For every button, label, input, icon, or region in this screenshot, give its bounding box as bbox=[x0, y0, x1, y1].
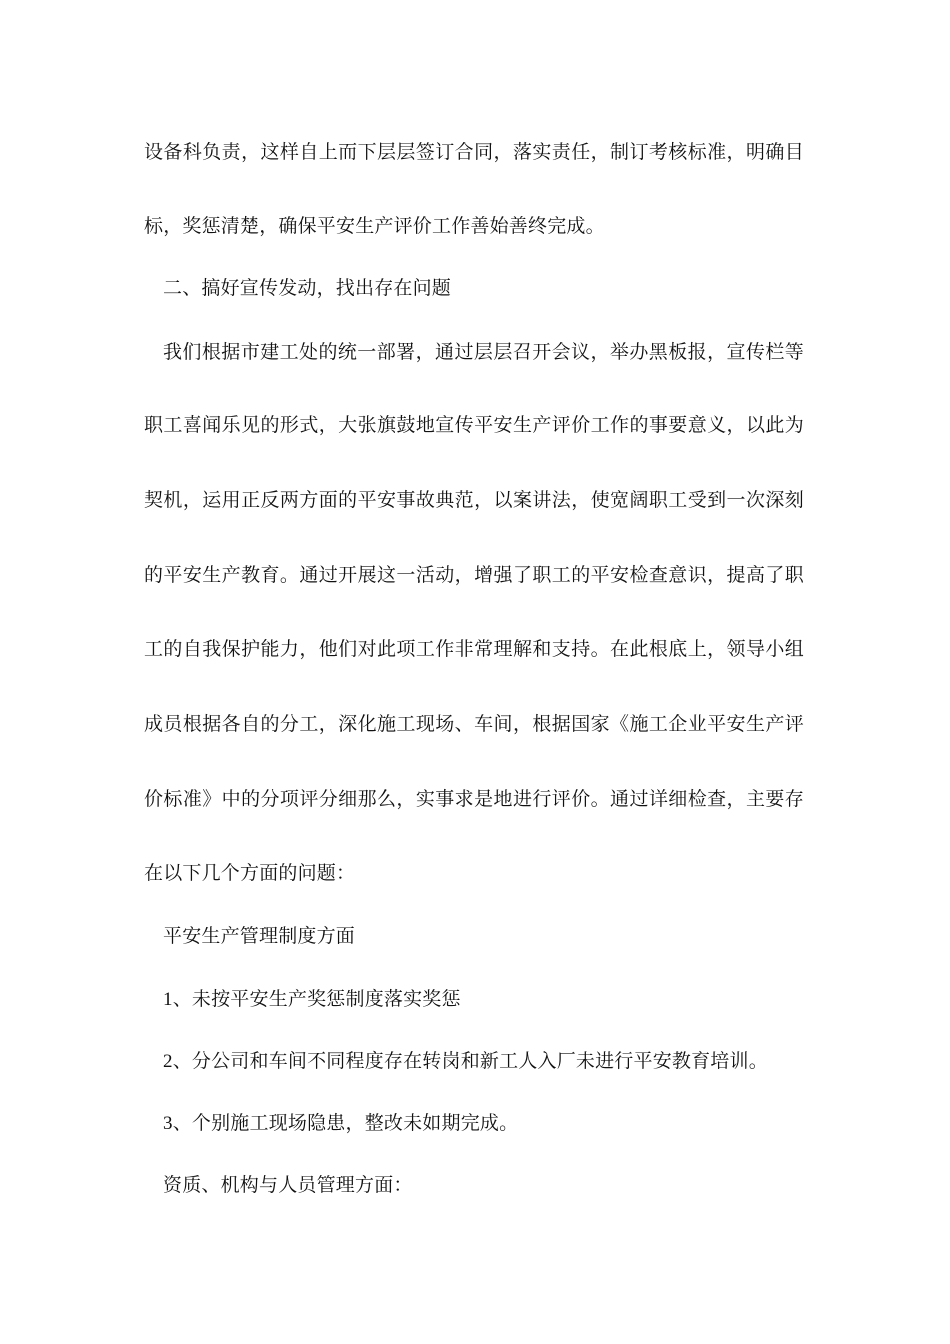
subsection-heading: 资质、机构与人员管理方面： bbox=[163, 1174, 413, 1196]
list-item-text: 、未按平安生产奖惩制度落实奖惩 bbox=[172, 988, 461, 1010]
list-item bbox=[163, 986, 804, 1013]
list-item-number: 1 bbox=[163, 989, 173, 1010]
paragraph-line: 职工喜闻乐见的形式，大张旗鼓地宣传平安生产评价工作的事要意义，以此为 bbox=[144, 414, 804, 436]
list-item-number: 2 bbox=[163, 1051, 173, 1072]
paragraph-line: 工的自我保护能力，他们对此项工作非常理解和支持。在此根底上，领导小组 bbox=[144, 638, 804, 660]
list-item-text: 、个别施工现场隐患，整改未如期完成。 bbox=[172, 1112, 519, 1134]
paragraph-line: 标，奖惩清楚，确保平安生产评价工作善始善终完成。 bbox=[144, 215, 605, 237]
subsection-heading: 平安生产管理制度方面 bbox=[163, 925, 356, 947]
paragraph-line: 成员根据各自的分工，深化施工现场、车间，根据国家《施工企业平安生产评 bbox=[144, 713, 804, 735]
paragraph-line: 价标准》中的分项评分细那么，实事求是地进行评价。通过详细检查，主要存 bbox=[144, 788, 804, 810]
section-heading: 二、搞好宣传发动，找出存在问题 bbox=[163, 277, 452, 299]
list-item-text: 、分公司和车间不同程度存在转岗和新工人入厂未进行平安教育培训。 bbox=[172, 1050, 768, 1072]
paragraph-line: 契机，运用正反两方面的平安事故典范，以案讲法，使宽阔职工受到一次深刻 bbox=[144, 489, 804, 511]
list-item bbox=[163, 1110, 804, 1137]
paragraph-line: 的平安生产教育。通过开展这一活动，增强了职工的平安检查意识，提高了职 bbox=[144, 564, 804, 586]
paragraph-line: 设备科负责，这样自上而下层层签订合同，落实责任，制订考核标准，明确目 bbox=[144, 141, 804, 163]
list-item bbox=[163, 1048, 804, 1075]
paragraph-line: 我们根据市建工处的统一部署，通过层层召开会议，举办黑板报，宣传栏等 bbox=[163, 341, 804, 363]
paragraph-line: 在以下几个方面的问题： bbox=[144, 862, 356, 884]
list-item-number: 3 bbox=[163, 1113, 173, 1134]
